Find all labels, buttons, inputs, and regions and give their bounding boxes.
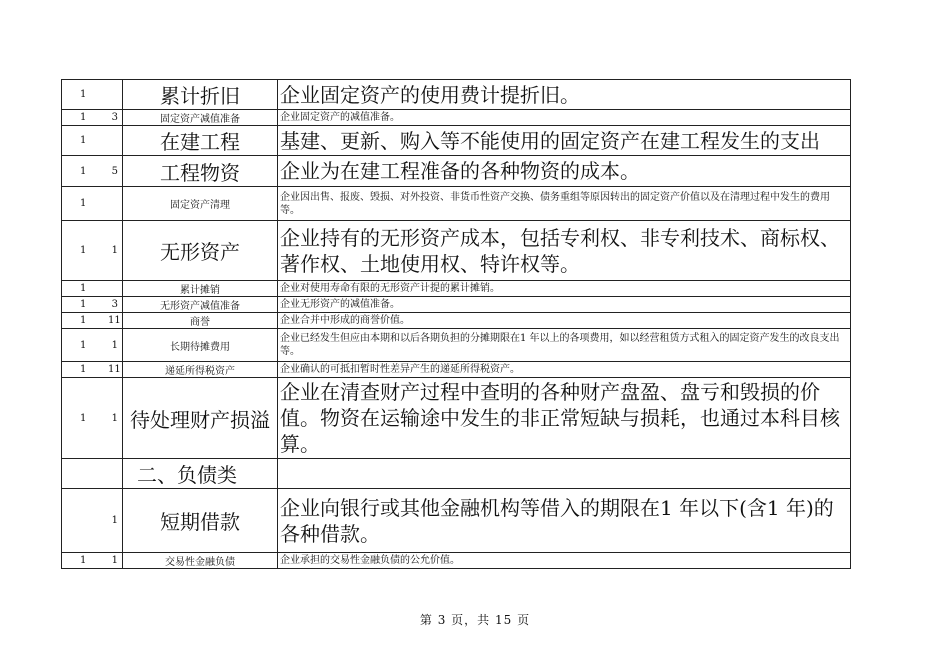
table-row <box>62 378 851 459</box>
account-description: 企业确认的可抵扣暂时性差异产生的递延所得税资产。 <box>278 362 851 378</box>
account-code: 1 11 <box>62 313 123 329</box>
account-name: 短期借款 <box>123 489 278 553</box>
account-description: 企业对使用寿命有限的无形资产计提的累计摊销。 <box>278 281 851 297</box>
table-row <box>62 221 851 281</box>
account-code: 1 <box>62 80 123 110</box>
account-code: 1 1 <box>62 221 123 281</box>
table-row <box>62 313 851 329</box>
account-name: 递延所得税资产 <box>123 362 278 378</box>
account-name: 固定资产清理 <box>123 187 278 221</box>
account-description: 企业向银行或其他金融机构等借入的期限在1 年以下(含1 年)的各种借款。 <box>278 489 851 553</box>
account-name: 在建工程 <box>123 126 278 156</box>
account-description: 企业因出售、报废、毁损、对外投资、非货币性资产交换、债务重组等原因转出的固定资产价值以及在清理过程中发生的费用等。 <box>278 187 851 221</box>
account-description <box>278 459 851 489</box>
section-heading: 二、负债类 <box>123 459 278 489</box>
account-description: 企业持有的无形资产成本，包括专利权、非专利技术、商标权、著作权、土地使用权、特许权等。 <box>278 221 851 281</box>
table-row <box>62 80 851 110</box>
account-name: 长期待摊费用 <box>123 329 278 362</box>
account-code: 1 <box>62 187 123 221</box>
account-code: 1 3 <box>62 297 123 313</box>
account-code: 1 <box>62 281 123 297</box>
account-name: 待处理财产损溢 <box>123 378 278 459</box>
table-row <box>62 110 851 126</box>
section-row <box>62 459 851 489</box>
account-code: 1 1 <box>62 553 123 569</box>
account-description: 企业为在建工程准备的各种物资的成本。 <box>278 156 851 187</box>
account-name: 累计摊销 <box>123 281 278 297</box>
account-name: 固定资产减值准备 <box>123 110 278 126</box>
account-code: 1 11 <box>62 362 123 378</box>
account-description: 企业固定资产的使用费计提折旧。 <box>278 80 851 110</box>
account-description: 基建、更新、购入等不能使用的固定资产在建工程发生的支出 <box>278 126 851 156</box>
account-name: 无形资产减值准备 <box>123 297 278 313</box>
account-code: 1 1 <box>62 329 123 362</box>
account-name: 商誉 <box>123 313 278 329</box>
accounts-table-wrapper <box>61 79 850 569</box>
table-row <box>62 297 851 313</box>
account-code: 1 <box>62 489 123 553</box>
table-row <box>62 156 851 187</box>
account-description: 企业固定资产的减值准备。 <box>278 110 851 126</box>
account-name: 交易性金融负债 <box>123 553 278 569</box>
account-name: 累计折旧 <box>123 80 278 110</box>
account-description: 企业在清查财产过程中查明的各种财产盘盈、盘亏和毁损的价值。物资在运输途中发生的非正常短缺与损耗，也通过本科目核算。 <box>278 378 851 459</box>
account-code: 1 5 <box>62 156 123 187</box>
table-row <box>62 329 851 362</box>
page-footer: 第 3 页，共 15 页 <box>419 613 531 627</box>
account-code: 1 1 <box>62 378 123 459</box>
accounts-table <box>61 79 851 569</box>
account-code <box>62 459 123 489</box>
table-row <box>62 281 851 297</box>
table-row <box>62 362 851 378</box>
account-description: 企业无形资产的减值准备。 <box>278 297 851 313</box>
table-row <box>62 489 851 553</box>
account-description: 企业合并中形成的商誉价值。 <box>278 313 851 329</box>
account-description: 企业承担的交易性金融负债的公允价值。 <box>278 553 851 569</box>
account-name: 无形资产 <box>123 221 278 281</box>
table-row <box>62 187 851 221</box>
account-name: 工程物资 <box>123 156 278 187</box>
table-row <box>62 553 851 569</box>
account-code: 1 <box>62 126 123 156</box>
table-row <box>62 126 851 156</box>
account-code: 1 3 <box>62 110 123 126</box>
account-description: 企业已经发生但应由本期和以后各期负担的分摊期限在1 年以上的各项费用，如以经营租赁方式租入的固定资产发生的改良支出等。 <box>278 329 851 362</box>
